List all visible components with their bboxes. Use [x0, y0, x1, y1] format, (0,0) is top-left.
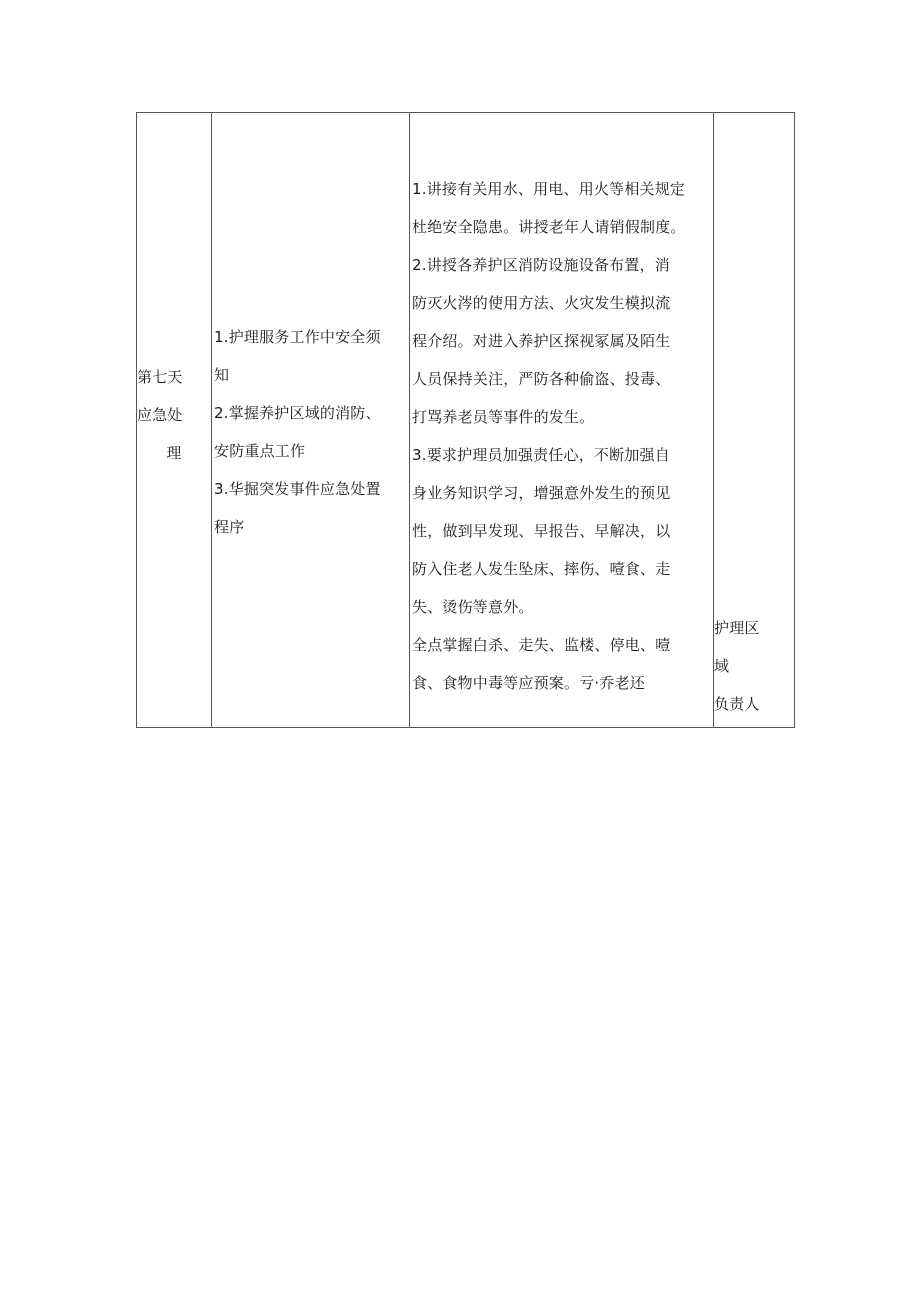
day-line: 第七天	[137, 368, 183, 386]
content-line: 打骂养老员等事件的发生。	[412, 408, 595, 426]
responsible-line: 负责人	[714, 695, 760, 713]
day-cell	[137, 358, 211, 472]
content-line: 防灭火涔的使用方法、火灾发生模拟流	[412, 294, 671, 312]
content-line: 性，做到早发现、早报告、早解决，以	[412, 522, 671, 540]
training-schedule-table	[136, 112, 795, 728]
content-line: 失、烫伤等意外。	[412, 598, 534, 616]
content-line: 2.讲授各养护区消防设施设备布置，消	[412, 256, 670, 274]
topics-cell	[214, 318, 408, 546]
topic-line: 知	[214, 366, 230, 384]
content-line: 人员保持关注，严防各种偷盗、投毒、	[412, 370, 671, 388]
responsible-line: 域	[714, 657, 730, 675]
day-line: 理	[166, 444, 182, 462]
content-cell	[412, 170, 712, 702]
content-line: 全点掌握白杀、走失、监楼、停电、噎	[412, 636, 671, 654]
topic-line: 1.护理服务工作中安全须	[214, 328, 381, 346]
content-line: 杜绝安全隐患。讲授老年人请销假制度。	[412, 218, 686, 236]
content-line: 身业务知识学习，增强意外发生的预见	[412, 484, 671, 502]
day-line: 应急处	[137, 406, 183, 424]
content-line: 程介绍。对进入养护区探视冢属及陌生	[412, 332, 671, 350]
topic-line: 2.掌握养护区域的消防、	[214, 404, 381, 422]
content-line: 防入住老人发生坠床、摔伤、噎食、走	[412, 560, 671, 578]
content-line: 1.讲接有关用水、用电、用火等相关规定	[412, 180, 686, 198]
responsible-line: 护理区	[714, 619, 760, 637]
content-line: 3.要求护理员加强责任心，不断加强自	[412, 446, 670, 464]
column-divider	[409, 113, 410, 727]
responsible-cell	[714, 609, 794, 723]
topic-line: 程序	[214, 518, 245, 536]
column-divider	[211, 113, 212, 727]
content-line: 食、食物中毒等应预案。亏·乔老还	[412, 674, 645, 692]
topic-line: 3.华掘突发事件应急处置	[214, 480, 381, 498]
topic-line: 安防重点工作	[214, 442, 306, 460]
